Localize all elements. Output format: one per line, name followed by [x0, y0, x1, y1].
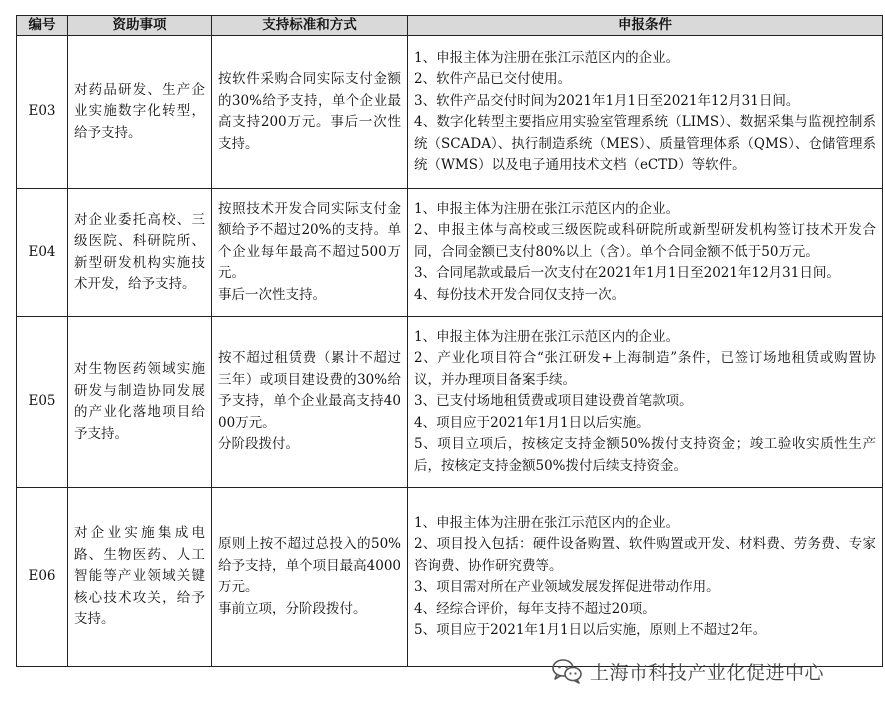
- row-code: E06: [17, 488, 68, 667]
- condition-line: 3、软件产品交付时间为2021年1月1日至2021年12月31日间。: [414, 92, 800, 109]
- header-conditions: 申报条件: [408, 16, 883, 36]
- condition-line: 1、申报主体为注册在张江示范区内的企业。: [414, 328, 680, 345]
- condition-line: 4、数字化转型主要指应用实验室管理系统（LIMS）、数据采集与监视控制系统（SCADA）、执行制造系统（MES）、质量管理体系（QMS）、仓储管理系统（WMS）以及电子通用技术文档（eCTD）等软件。: [414, 114, 876, 173]
- standard-line: 原则上按不超过总投入的50%给予支持，单个项目最高4000万元。: [218, 536, 401, 595]
- row-conditions: [408, 189, 883, 317]
- condition-line: 3、已支付场地租赁费或项目建设费首笔款项。: [414, 393, 693, 410]
- condition-line: 1、申报主体为注册在张江示范区内的企业。: [414, 514, 680, 531]
- condition-line: 1、申报主体为注册在张江示范区内的企业。: [414, 200, 680, 217]
- row-conditions: [408, 488, 883, 667]
- condition-line: 2、产业化项目符合“张江研发+上海制造”条件，已签订场地租赁或购置协议，并办理项目备案手续。: [414, 350, 876, 388]
- row-item: 对企业委托高校、三级医院、科研院所、新型研发机构实施技术开发，给予支持。: [68, 189, 212, 317]
- row-code: E05: [17, 317, 68, 488]
- row-standard: [212, 189, 408, 317]
- condition-line: 5、项目立项后，按核定支持金额50%拨付支持资金；竣工验收实质性生产后，按核定支持金额50%拨付后续支持资金。: [414, 436, 876, 474]
- watermark-text: 上海市科技产业化促进中心: [590, 661, 825, 684]
- row-conditions: [408, 36, 883, 189]
- row-item: 对药品研发、生产企业实施数字化转型，给予支持。: [68, 36, 212, 189]
- standard-line: 分阶段拨付。: [218, 436, 299, 453]
- row-standard: [212, 488, 408, 667]
- condition-line: 3、项目需对所在产业领域发展发挥促进带动作用。: [414, 579, 720, 595]
- condition-line: 4、经综合评价，每年支持不超过20项。: [414, 600, 656, 617]
- table-header-row: [17, 16, 883, 36]
- condition-line: 4、每份技术开发合同仅支持一次。: [414, 286, 626, 303]
- standard-line: 事前立项，分阶段拨付。: [218, 600, 367, 617]
- condition-line: 5、项目应于2021年1月1日以后实施，原则上不超过2年。: [414, 622, 767, 638]
- row-standard: [212, 317, 408, 488]
- condition-line: 1、申报主体为注册在张江示范区内的企业。: [414, 49, 680, 66]
- row-code: E04: [17, 189, 68, 317]
- header-standard: 支持标准和方式: [212, 16, 408, 36]
- standard-line: 按软件采购合同实际支付金额的30%给予支持，单个企业最高支持200万元。事后一次性支持。: [218, 71, 401, 152]
- header-item: 资助事项: [68, 16, 212, 36]
- funding-table: [16, 15, 883, 667]
- row-code: E03: [17, 36, 68, 189]
- condition-line: 2、申报主体与高校或三级医院或科研院所或新型研发机构签订技术开发合同，合同金额已支付80%以上（含）。单个合同金额不低于50万元。: [414, 222, 876, 260]
- condition-line: 2、项目投入包括：硬件设备购置、软件购置或开发、材料费、劳务费、专家咨询费、协作研究费等。: [414, 536, 876, 574]
- table-row: [17, 36, 883, 189]
- row-standard: [212, 36, 408, 189]
- condition-line: 2、软件产品已交付使用。: [414, 71, 572, 87]
- table-row: [17, 317, 883, 488]
- row-item: 对企业实施集成电路、生物医药、人工智能等产业领域关键核心技术攻关，给予支持。: [68, 488, 212, 667]
- row-item: 对生物医药领域实施研发与制造协同发展的产业化落地项目给予支持。: [68, 317, 212, 488]
- table-row: [17, 488, 883, 667]
- header-code: 编号: [17, 16, 68, 36]
- condition-line: 3、合同尾款或最后一次支付在2021年1月1日至2021年12月31日间。: [414, 265, 840, 282]
- wechat-icon: [552, 658, 582, 684]
- row-conditions: [408, 317, 883, 488]
- condition-line: 4、项目应于2021年1月1日以后实施。: [414, 414, 650, 431]
- standard-line: 按不超过租赁费（累计不超过三年）或项目建设费的30%给予支持，单个企业最高支持4000万元。: [218, 350, 401, 431]
- standard-line: 按照技术开发合同实际支付金额给予不超过20%的支持。单个企业每年最高不超过500万元。: [218, 200, 401, 282]
- standard-line: 事后一次性支持。: [218, 286, 326, 303]
- wechat-watermark: [552, 656, 824, 686]
- table-row: [17, 189, 883, 317]
